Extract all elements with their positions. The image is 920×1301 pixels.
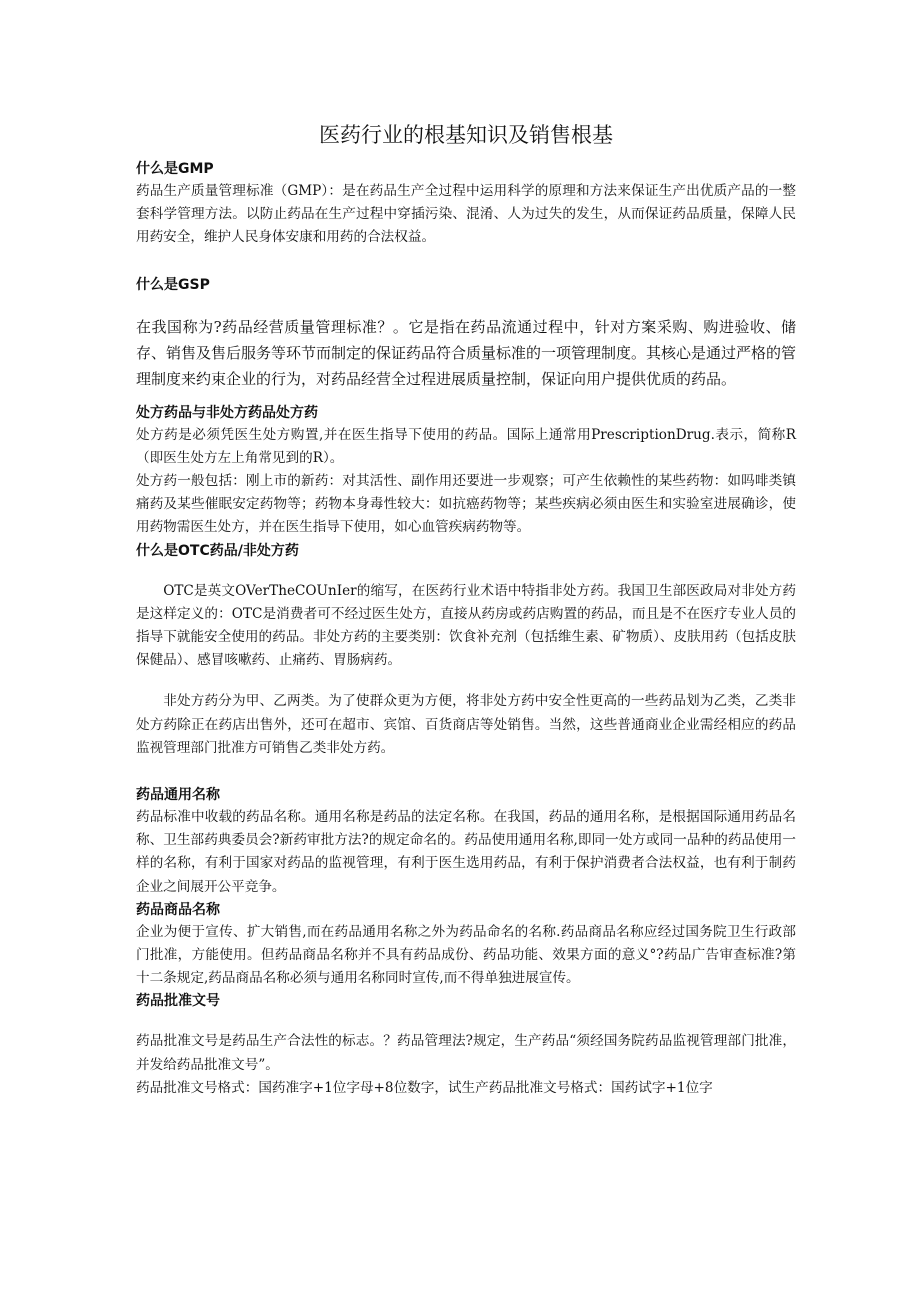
paragraph-trade-name: 企业为便于宣传、扩大销售,而在药品通用名称之外为药品命名的名称.药品商品名称应经过国务院卫生行政部门批准，方能使用。但药品商品名称并不具有药品成份、药品功能、效果方面的意义°?药品广告审查标准?第十二条规定,药品商品名称必须与通用名称同时宣传,而不得单独进展宣传。 <box>136 923 796 987</box>
section-heading-otc: 什么是OTC药品/非处方药 <box>136 542 299 559</box>
document-title: 医药行业的根基知识及销售根基 <box>319 123 613 147</box>
paragraph-approval-number-2: 药品批准文号格式：国药准字+1位字母+8位数字，试生产药品批准文号格式：国药试字+1位字 <box>136 1079 713 1096</box>
document-body <box>136 120 796 1100</box>
paragraph-otc-1: OTC是英文OVerTheCOUnIer的缩写，在医药行业术语中特指非处方药。我国卫生部医政局对非处方药是这样定义的：OTC是消费者可不经过医生处方，直接从药房或药店购置的药品，而且是不在医疗专业人员的指导下就能安全使用的药品。非处方药的主要类别：饮食补充剂（包括维生素、矿物质）、皮肤用药（包括皮肤保健品）、感冒咳嗽药、止痛药、胃肠病药。 <box>136 582 796 669</box>
section-heading-gsp: 什么是GSP <box>136 276 210 293</box>
section-heading-approval-number: 药品批准文号 <box>136 993 220 1010</box>
paragraph-generic-name: 药品标准中收载的药品名称。通用名称是药品的法定名称。在我国，药品的通用名称，是根据国际通用药品名称、卫生部药典委员会?新药审批方法?的规定命名的。药品使用通用名称,即同一处方或同一品种的药品使用一样的名称，有利于国家对药品的监视管理，有利于医生选用药品，有利于保护消费者合法权益，也有利于制药企业之间展开公平竞争。 <box>136 809 796 895</box>
section-heading-generic-name: 药品通用名称 <box>136 787 220 804</box>
paragraph-gsp: 在我国称为?药品经营质量管理标准？。它是指在药品流通过程中，针对方案采购、购进验收、储存、销售及售后服务等环节而制定的保证药品符合质量标准的一项管理制度。其核心是通过严格的管理制度来约束企业的行为，对药品经营全过程进展质量控制，保证向用户提供优质的药品。 <box>136 317 797 388</box>
paragraph-gmp: 药品生产质量管理标准（GMP）：是在药品生产全过程中运用科学的原理和方法来保证生产出优质产品的一整套科学管理方法。以防止药品在生产过程中穿插污染、混淆、人为过失的发生，从而保证药品质量，保障人民用药安全，维护人民身体安康和用药的合法权益。 <box>136 183 796 246</box>
section-heading-trade-name: 药品商品名称 <box>136 901 220 918</box>
paragraph-rx-1: 处方药是必须凭医生处方购置,并在医生指导下使用的药品。国际上通常用PrescriptionDrug.表示，简称R（即医生处方左上角常见到的R）。 <box>136 426 796 466</box>
section-heading-rx: 处方药品与非处方药品处方药 <box>136 404 318 421</box>
paragraph-approval-number-1: 药品批准文号是药品生产合法性的标志。？药品管理法?规定，生产药品“须经国务院药品监视管理部门批准，并发给药品批准文号”。 <box>136 1033 796 1073</box>
paragraph-otc-2: 非处方药分为甲、乙两类。为了使群众更为方便，将非处方药中安全性更高的一些药品划为乙类，乙类非处方药除正在药店出售外，还可在超市、宾馆、百货商店等处销售。当然，这些普通商业企业需经相应的药品监视管理部门批准方可销售乙类非处方药。 <box>136 693 796 756</box>
paragraph-rx-2: 处方药一般包括：刚上市的新药：对其活性、副作用还要进一步观察；可产生依赖性的某些药物：如吗啡类镇痛药及某些催眠安定药物等；药物本身毒性较大：如抗癌药物等；某些疾病必须由医生和实验室进展确诊，使用药物需医生处方，并在医生指导下使用，如心血管疾病药物等。 <box>136 473 796 536</box>
section-heading-gmp: 什么是GMP <box>136 161 214 177</box>
